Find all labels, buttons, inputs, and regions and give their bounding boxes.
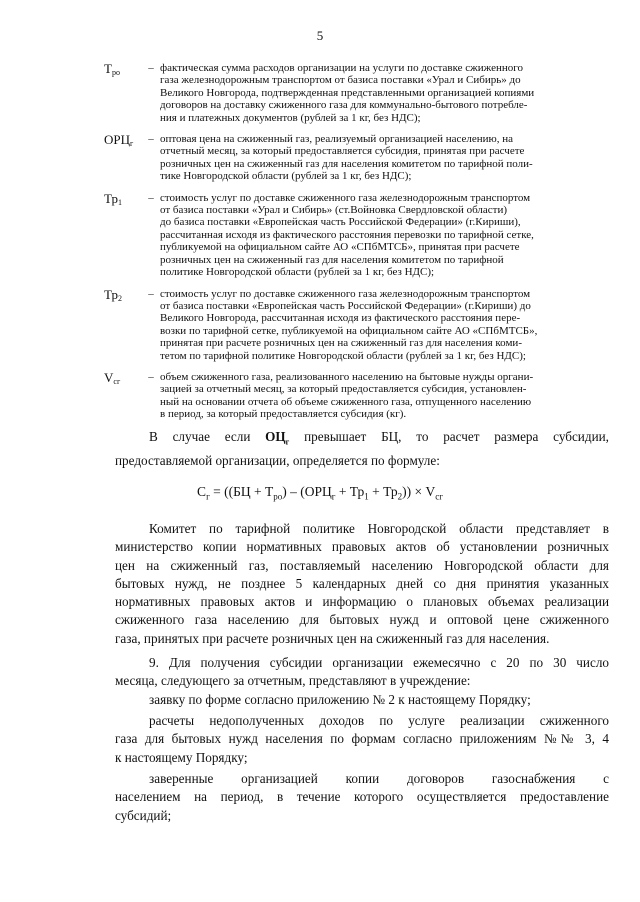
text-line: возки по тарифной сетке, публикуемой на официальном сайте АО «СПбМТСБ»,: [160, 324, 538, 337]
text-line: Комитет по тарифной политике Новгородской области представляет в: [149, 521, 609, 536]
text-line: Великого Новгорода, подтвержденная представленными организацией копиями: [160, 86, 535, 99]
text-line: до базиса поставки «Европейская часть Российской Федерации» (г.Кириши),: [160, 216, 521, 229]
definition-vsg: [104, 371, 604, 421]
text-line: нормативных правовых актов и информацию о плановых объемах реализации: [115, 594, 609, 610]
text-line: бытовых нужд, не позднее 5 календарных дней со дня принятия указанных: [115, 575, 609, 591]
text-line: ный на основании отчета об объеме сжиженного газа, отпущенного населению: [160, 395, 532, 408]
text-line: розничных цен на сжиженный газ для населения комитетом по тарифной поли-: [160, 157, 533, 170]
text-line: расчеты недополученных доходов по услуге реализации сжиженного: [149, 713, 609, 728]
text-line: от базиса поставки «Урал и Сибирь» (ст.Войновка Свердловской области): [160, 204, 508, 217]
definition-symbol: $Тр_1$: [104, 190, 122, 207]
item-9-paragraph: [115, 654, 609, 709]
text-line: принятая при расчете розничных цен на сжиженный газ для населения коми-: [160, 337, 522, 350]
definition-symbol: $Т_{ро}$: [104, 61, 120, 77]
condition-paragraph: [115, 428, 609, 470]
definition-dash: –: [148, 287, 154, 300]
definition-symbol: $V_{сг}$: [104, 369, 121, 386]
definition-text: [160, 371, 604, 421]
list-item-calculations: [115, 712, 609, 767]
text-line: рассчитанная исходя из фактического расстояния перевозки по тарифной сетке,: [160, 228, 534, 241]
definition-text: [160, 133, 604, 183]
text-line: к настоящему Порядку;: [115, 749, 248, 765]
text-line: предоставляемой организации, определяется по формуле:: [115, 452, 440, 468]
text-line: министерство копии нормативных правовых актов об установлении розничных: [115, 539, 609, 555]
text-line: 9. Для получения субсидии организации ежемесячно с 20 по 30 число: [149, 655, 609, 670]
definition-text: [160, 288, 604, 362]
text-line: стоимость услуг по доставке сжиженного газа железнодорожным транспортом: [160, 191, 531, 204]
text-line: тике Новгородской области (рублей за 1 кг, без НДС);: [160, 170, 412, 183]
bold-term: $ОЦ_г$: [265, 429, 290, 447]
text-line: розничных цен на сжиженный газ для населения комитетом по тарифной: [160, 253, 504, 266]
text-line: отчетный месяц, за который предоставляется субсидия, принятая при расчете: [160, 145, 525, 158]
definition-dash: –: [148, 62, 154, 74]
list-item-contracts: [115, 770, 609, 825]
definitions-list: [104, 62, 604, 430]
text-line: тетом по тарифной политике Новгородской области (рублей за 1 кг, без НДС);: [160, 349, 526, 362]
definition-symbol: $ОРЦ_г$: [104, 132, 134, 149]
text-line: оптовая цена на сжиженный газ, реализуемый организацией населению, на: [160, 133, 514, 146]
text-line: политике Новгородской области (рублей за 1 кг, без НДС);: [160, 266, 435, 279]
list-item-application: заявку по форме согласно приложению № 2 к настоящему Порядку;: [149, 691, 531, 707]
definition-orc: [104, 133, 604, 183]
text-line: В случае если $ОЦ_г$ превышает БЦ, то расчет размера субсидии,: [149, 429, 609, 447]
text-line: в период, за который предоставляется субсидия (кг).: [160, 408, 407, 421]
text-line: фактическая сумма расходов организации на услуги по доставке сжиженного: [160, 62, 524, 74]
definition-dash: –: [148, 370, 154, 383]
text-line: публикуемой на официальном сайте АО «СПбМТСБ», принятая при расчете: [160, 241, 520, 254]
text-line: цен на сжиженный газ, поставляемый населению Новгородской области для: [115, 557, 609, 573]
text-line: заверенные организацией копии договоров газоснабжения с: [149, 771, 609, 786]
text-line: газа, принятых при расчете розничных цен на сжиженный газ для населения.: [115, 630, 550, 646]
definition-symbol: $Тр_2$: [104, 286, 122, 303]
definition-tr1: [104, 192, 604, 279]
text-line: стоимость услуг по доставке сжиженного газа железнодорожным транспортом: [160, 287, 531, 300]
text-line: зацией за отчетный месяц, за который предоставляется субсидия, установлен-: [160, 383, 527, 396]
definition-tr2: [104, 288, 604, 362]
text-line: Великого Новгорода, рассчитанная исходя из фактического расстояния пере-: [160, 312, 521, 325]
text-line: газа железнодорожным транспортом от базиса поставки «Урал и Сибирь» до: [160, 74, 521, 87]
subsidy-formula: $С_г = ((БЦ + Т_{ро}) - (ОРЦ_г + Тр_1 + Тр_2)) \times V_{сг}$: [197, 484, 443, 502]
text-line: объем сжиженного газа, реализованного населению на бытовые нужды органи-: [160, 370, 534, 383]
definition-dash: –: [148, 191, 154, 204]
definition-tro: [104, 62, 604, 124]
text-line: субсидий;: [115, 807, 172, 823]
text-line: населением на период, в течение которого осуществляется предоставление: [115, 789, 609, 805]
text-line: сжиженного газа населению для бытовых нужд и оптовой цене сжиженного: [115, 612, 609, 628]
definition-text: [160, 62, 604, 124]
text-line: газа для бытовых нужд населения по формам согласно приложениям №№ 3, 4: [115, 731, 609, 747]
definition-dash: –: [148, 133, 154, 146]
page-number: 5: [316, 28, 324, 43]
definition-text: [160, 192, 604, 279]
text-line: месяца, следующего за отчетным, представляют в учреждение:: [115, 673, 471, 689]
text-line: ния и платежных документов (рублей за 1 кг, без НДС);: [160, 111, 421, 124]
text-line: договоров на доставку сжиженного газа для коммунально-бытового потребле-: [160, 99, 528, 112]
text-line: от базиса поставки «Европейская часть Российской Федерации» (г.Кириши) до: [160, 299, 531, 312]
committee-paragraph: [115, 520, 609, 648]
